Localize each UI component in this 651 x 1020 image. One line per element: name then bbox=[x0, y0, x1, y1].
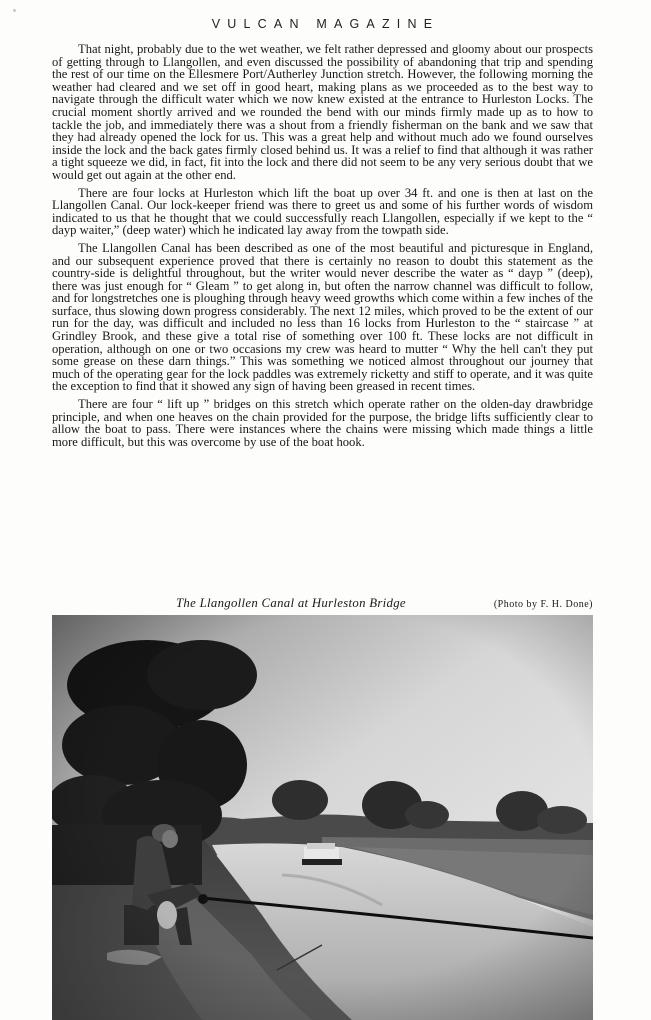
paragraph-3: The Llangollen Canal has been described as one of the most beautiful and picturesque in England, and our subsequent experience proved that there is certainly no reason to doubt this statement as the country-side is delightful throughout, but the writer would never describe the water as “ dayp ” (deep), there was just enough for “ Gleam ” to get along in, but often the narrow channel was difficult to follow, and for longstretches one is ploughing through heavy weed growths which come within a few inches of the surface, thus slowing down progress considerably. The next 12 miles, which proved to be the extent of our run for the day, was difficult and included no less than 16 locks from Hurleston to the “ staircase ” at Grindley Brook, and these give a total rise of something over 100 ft. These locks are not difficult in operation, although on one or two occasions my crew was heard to mutter “ Why the hell can't they put some grease on these darn things.” This was something we noticed almost throughout our journey that much of the operating gear for the lock paddles was extremely ricketty and stiff to operate, and it was quite the exception to find that it showed any sign of having been greased in recent times. bbox=[52, 240, 593, 394]
canal-photograph bbox=[52, 615, 593, 1020]
photo-illustration bbox=[52, 615, 593, 1020]
photo-credit: (Photo by F. H. Done) bbox=[493, 599, 593, 610]
paragraph-4: There are four “ lift up ” bridges on this stretch which operate rather on the olden-day drawbridge principle, and when one heaves on the chain provided for the purpose, the bridge lifts sufficiently clear to allow the boat to pass. There were instances where the chains were missing which made things a little more difficult, but this was overcome by use of the boat hook. bbox=[52, 397, 593, 449]
figure-caption: The Llangollen Canal at Hurleston Bridge bbox=[176, 596, 406, 610]
running-header: VULCAN MAGAZINE bbox=[211, 17, 440, 31]
article-body bbox=[52, 43, 593, 453]
paragraph-1: That night, probably due to the wet weather, we felt rather depressed and gloomy about our prospects of getting through to Llangollen, and even discussed the possibility of abandoning that trip and spending the rest of our time on the Ellesmere Port/Autherley Junction stretch. However, the following morning the weather had cleared and we set off in good heart, making plans as we proceeded as to the best way to navigate through the difficult water which we now knew existed at the entrance to Hurleston Locks. The crucial moment shortly arrived and we rounded the bend with our minds firmly made up as to how to tackle the job, and immediately there was a shout from a friendly fisherman on the bank and we saw that they had already opened the lock for us. This was a great help and without much ado we found ourselves inside the lock and the back gates firmly closed behind us. It was a relief to find that although it was rather a tight squeeze we did, in fact, fit into the lock and there did not seem to be any very serious doubt that we would get out again at the other end. bbox=[52, 42, 593, 182]
figure-caption-row bbox=[52, 596, 593, 612]
scan-speck bbox=[13, 9, 16, 12]
paragraph-2: There are four locks at Hurleston which lift the boat up over 34 ft. and one is then at last on the Llangollen Canal. Our lock-keeper friend was there to greet us and some of his further words of wisdom indicated to us that he thought that we could successfully reach Llangollen, especially if we kept to the “ dayp waiter,” (deep water) which he indicated lay away from the towpath side. bbox=[52, 185, 593, 238]
